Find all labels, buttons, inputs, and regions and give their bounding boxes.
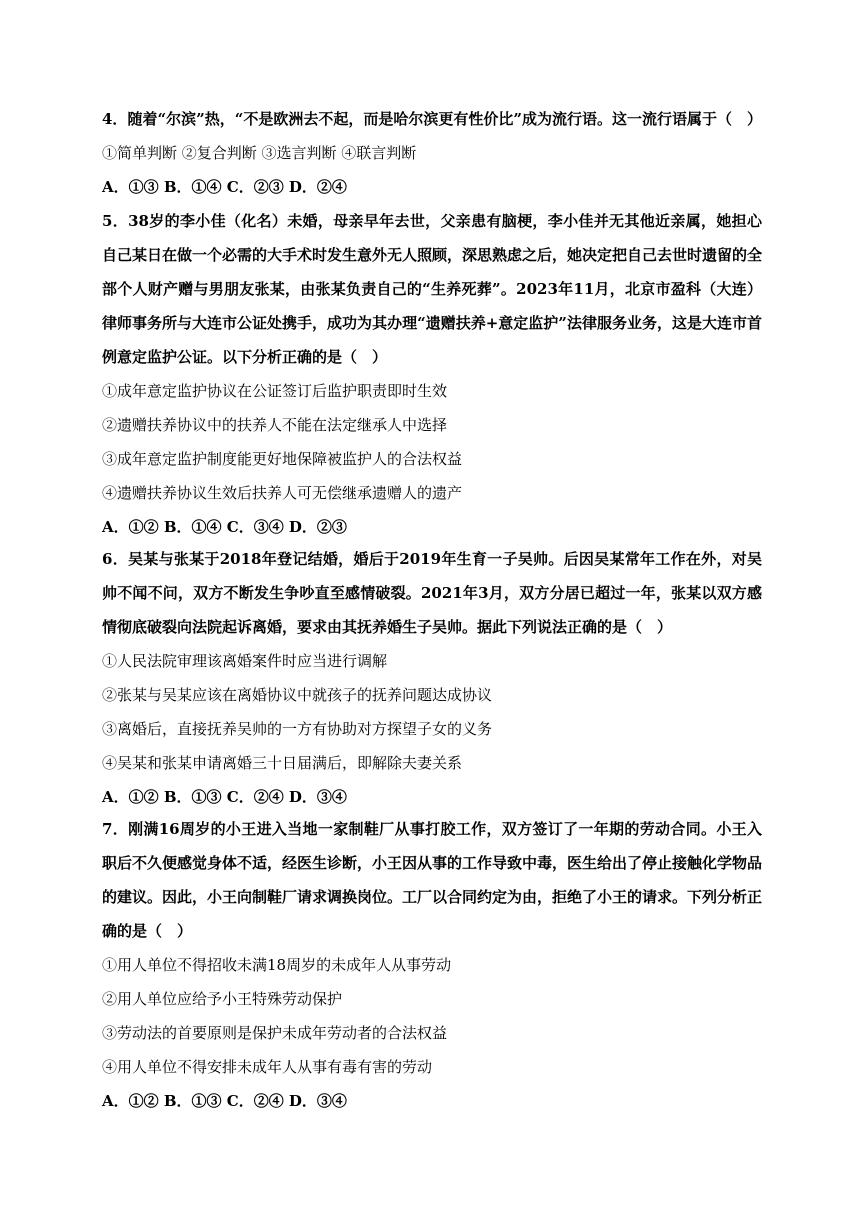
question-stem — [102, 542, 762, 644]
question-text: 随着“尔滨”热，“不是欧洲去不起，而是哈尔滨更有性价比”成为流行语。这一流行语属于（ ） — [127, 110, 762, 128]
question-5 — [102, 204, 762, 544]
question-number: 6． — [102, 550, 129, 568]
option-line: ③离婚后，直接抚养吴帅的一方有协助对方探望子女的义务 — [102, 720, 493, 738]
question-text: 刚满16周岁的小王进入当地一家制鞋厂从事打胶工作，双方签订了一年期的劳动合同。小王入职后不久便感觉身体不适，经医生诊断，小王因从事的工作导致中毒，医生给出了停止接触化学物品的建议。因此，小王向制鞋厂请求调换岗位。工厂以合同约定为由，拒绝了小王的请求。下列分析正确的是（ ） — [102, 820, 763, 940]
question-stem — [102, 812, 762, 948]
option-line: ①简单判断 ②复合判断 ③选言判断 ④联言判断 — [102, 144, 417, 162]
option-line: ②遗赠扶养协议中的扶养人不能在法定继承人中选择 — [102, 416, 448, 434]
answer-choices: A．①③ B．①④ C．②③ D．②④ — [102, 178, 347, 196]
answer-choices: A．①② B．①③ C．②④ D．③④ — [102, 788, 347, 806]
question-7 — [102, 812, 762, 1118]
option-line: ④吴某和张某申请离婚三十日届满后，即解除夫妻关系 — [102, 754, 463, 772]
option-line: ③成年意定监护制度能更好地保障被监护人的合法权益 — [102, 450, 463, 468]
question-number: 7． — [102, 820, 129, 838]
question-6 — [102, 542, 762, 814]
question-stem — [102, 102, 762, 136]
option-line: ③劳动法的首要原则是保护未成年劳动者的合法权益 — [102, 1024, 448, 1042]
question-4 — [102, 102, 762, 204]
option-line: ①人民法院审理该离婚案件时应当进行调解 — [102, 652, 388, 670]
answer-choices: A．①② B．①③ C．②④ D．③④ — [102, 1092, 347, 1110]
question-number: 5． — [102, 212, 129, 230]
option-line: ①成年意定监护协议在公证签订后监护职责即时生效 — [102, 382, 448, 400]
option-line: ①用人单位不得招收未满18周岁的未成年人从事劳动 — [102, 956, 452, 974]
question-text: 38岁的李小佳（化名）未婚，母亲早年去世，父亲患有脑梗，李小佳并无其他近亲属，她担心自己某日在做一个必需的大手术时发生意外无人照顾，深思熟虑之后，她决定把自己去世时遗留的全部个人财产赠与男朋友张某，由张某负责自己的“生养死葬”。2023年11月，北京市盈科（大连）律师事务所与大连市公证处携手，成功为其办理“遗赠扶养+意定监护”法律服务业务，这是大连市首例意定监护公证。以下分析正确的是（ ） — [102, 212, 763, 366]
option-line: ②用人单位应给予小王特殊劳动保护 — [102, 990, 343, 1008]
question-stem — [102, 204, 762, 374]
option-line: ④用人单位不得安排未成年人从事有毒有害的劳动 — [102, 1058, 433, 1076]
option-line: ④遗赠扶养协议生效后扶养人可无偿继承遗赠人的遗产 — [102, 484, 463, 502]
question-text: 吴某与张某于2018年登记结婚，婚后于2019年生育一子吴帅。后因吴某常年工作在外，对吴帅不闻不问，双方不断发生争吵直至感情破裂。2021年3月，双方分居已超过一年，张某以双方感情彻底破裂向法院起诉离婚，要求由其抚养婚生子吴帅。据此下列说法正确的是（ ） — [102, 550, 763, 636]
answer-choices: A．①② B．①④ C．③④ D．②③ — [102, 518, 347, 536]
option-line: ②张某与吴某应该在离婚协议中就孩子的抚养问题达成协议 — [102, 686, 493, 704]
question-number: 4． — [102, 110, 128, 128]
